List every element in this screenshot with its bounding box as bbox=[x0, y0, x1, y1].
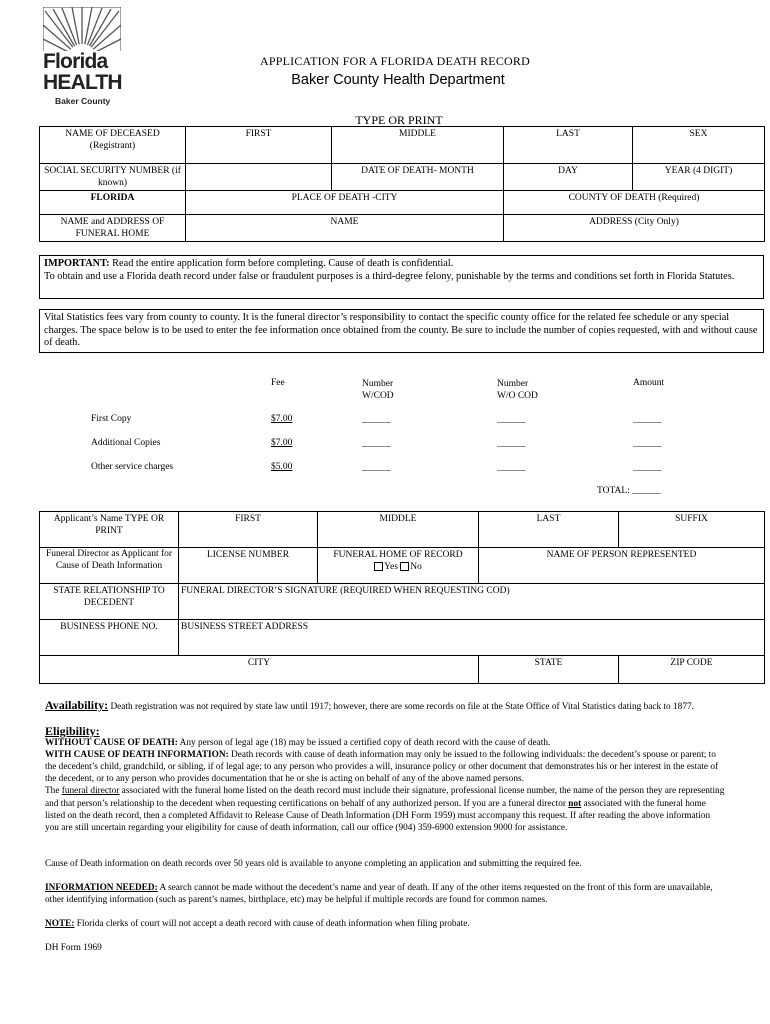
fd-underline: funeral director bbox=[61, 786, 120, 797]
fee-row-cod[interactable]: ______ bbox=[362, 439, 391, 449]
deceased-first[interactable]: FIRST bbox=[186, 127, 332, 164]
date-of-death-day[interactable]: DAY bbox=[504, 164, 633, 191]
zip-field[interactable]: ZIP CODE bbox=[619, 656, 765, 684]
fee-row-wocod[interactable]: ______ bbox=[497, 463, 526, 473]
form-number: DH Form 1969 bbox=[45, 943, 102, 953]
no-label: No bbox=[410, 562, 422, 572]
funeral-home-label: NAME and ADDRESS OF FUNERAL HOME bbox=[40, 215, 186, 242]
fee-row-fee: $7.00 bbox=[271, 438, 293, 448]
type-or-print: TYPE OR PRINT bbox=[355, 113, 443, 127]
funeral-home-of-record bbox=[318, 548, 479, 584]
fee-row-wocod[interactable]: ______ bbox=[497, 439, 526, 449]
fee-row-wocod[interactable]: ______ bbox=[497, 415, 526, 425]
fee-col-header: Fee bbox=[271, 378, 285, 388]
deceased-middle[interactable]: MIDDLE bbox=[332, 127, 504, 164]
state-field[interactable]: STATE bbox=[479, 656, 619, 684]
yes-checkbox[interactable] bbox=[374, 562, 383, 571]
fee-row-cod[interactable]: ______ bbox=[362, 415, 391, 425]
ssn-label[interactable]: SOCIAL SECURITY NUMBER (if known) bbox=[40, 164, 186, 191]
eligibility-heading: Eligibility: bbox=[45, 724, 100, 738]
business-phone[interactable]: BUSINESS PHONE NO. bbox=[40, 620, 179, 656]
person-represented[interactable]: NAME OF PERSON REPRESENTED bbox=[479, 548, 765, 584]
important-label: IMPORTANT: bbox=[44, 258, 110, 269]
fee-row-fee: $5.00 bbox=[271, 462, 293, 472]
fee-row-label: Other service charges bbox=[91, 462, 174, 472]
logo-county: Baker County bbox=[55, 96, 111, 106]
deceased-table bbox=[39, 126, 765, 242]
applicant-table bbox=[39, 511, 765, 684]
without-text: Any person of legal age (18) may be issued a certified copy of death record with the cause of death. bbox=[177, 738, 551, 749]
ssn-field[interactable] bbox=[186, 164, 332, 191]
deceased-last[interactable]: LAST bbox=[504, 127, 633, 164]
fh-record-label: FUNERAL HOME OF RECORD bbox=[333, 550, 463, 560]
fd-pre: The bbox=[45, 786, 62, 797]
logo-health: HEALTH bbox=[43, 71, 122, 94]
city-field[interactable]: CITY bbox=[40, 656, 479, 684]
no-checkbox[interactable] bbox=[400, 562, 409, 571]
fee-row-amount[interactable]: ______ bbox=[633, 439, 662, 449]
license-number[interactable]: LICENSE NUMBER bbox=[179, 548, 318, 584]
county-of-death[interactable]: COUNTY OF DEATH (Required) bbox=[504, 191, 765, 215]
yes-label: Yes bbox=[384, 562, 398, 572]
applicant-suffix[interactable]: SUFFIX bbox=[619, 512, 765, 548]
applicant-middle[interactable]: MIDDLE bbox=[318, 512, 479, 548]
date-of-death-year[interactable]: YEAR (4 DIGIT) bbox=[633, 164, 765, 191]
information-needed bbox=[45, 882, 725, 906]
fee-total[interactable]: TOTAL: ______ bbox=[597, 486, 661, 496]
amount-col-header: Amount bbox=[633, 378, 665, 388]
department-name: Baker County Health Department bbox=[291, 72, 505, 88]
note-heading: NOTE: bbox=[45, 919, 75, 929]
fee-row-amount[interactable]: ______ bbox=[633, 463, 662, 473]
availability-section bbox=[45, 699, 725, 713]
fifty-years-text: Cause of Death information on death records over 50 years old is available to anyone completing an application and submitting the required fee. bbox=[45, 859, 582, 869]
relationship-label[interactable]: STATE RELATIONSHIP TO DECEDENT bbox=[40, 584, 179, 620]
with-heading: WITH CAUSE OF DEATH INFORMATION: bbox=[45, 750, 229, 761]
eligibility-section bbox=[45, 725, 725, 834]
with-text: Death records with cause of death information may only be issued to the following individuals: the decedent’s spouse or parent; to the decedent’s child, grandchild, or sibling, if of legal age; to any person who provides a will, insurance policy or other document that demonstrates his or her interest in the estate of the decedent, or to any person who provides documentation that he or she is acting on behalf of any of the above named persons. bbox=[45, 750, 719, 785]
applicant-first[interactable]: FIRST bbox=[179, 512, 318, 548]
without-heading: WITHOUT CAUSE OF DEATH: bbox=[45, 738, 178, 749]
date-of-death-month[interactable]: DATE OF DEATH- MONTH bbox=[332, 164, 504, 191]
vital-text: Vital Statistics fees vary from county to county. It is the funeral director’s responsibility to contact the specific county office for the related fee schedule or any special charges. The space below is to be used to enter the fee information once obtained from the county. Be sure to include the number of copies requested, with and without cause of death. bbox=[44, 312, 758, 349]
deceased-sex[interactable]: SEX bbox=[633, 127, 765, 164]
availability-text: Death registration was not required by state law until 1917; however, there are some records on file at the State Office of Vital Statistics dating back to 1877. bbox=[108, 702, 694, 712]
funeral-director-label: Funeral Director as Applicant for Cause of Death Information bbox=[40, 548, 179, 584]
fd-signature[interactable]: FUNERAL DIRECTOR’S SIGNATURE (REQUIRED WHEN REQUESTING COD) bbox=[179, 584, 765, 620]
funeral-home-address[interactable]: ADDRESS (City Only) bbox=[504, 215, 765, 242]
form-title: APPLICATION FOR A FLORIDA DEATH RECORD bbox=[260, 54, 530, 68]
fee-row-fee: $7.00 bbox=[271, 414, 293, 424]
fd-mid: associated with the funeral home listed on the death record must include their signature, professional license number, the name of the person they are representing and that person’s relationship to the decedent when requesting certifications on behalf of any authorized person. If you are a funeral director bbox=[45, 786, 725, 809]
deceased-name-label: NAME OF DECEASED (Registrant) bbox=[40, 127, 186, 164]
state-florida: FLORIDA bbox=[40, 191, 186, 215]
fee-row-label: Additional Copies bbox=[91, 438, 161, 448]
funeral-home-name[interactable]: NAME bbox=[186, 215, 504, 242]
fee-row-cod[interactable]: ______ bbox=[362, 463, 391, 473]
applicant-name-label: Applicant’s Name TYPE OR PRINT bbox=[40, 512, 179, 548]
important-line1: Read the entire application form before completing. Cause of death is confidential. bbox=[109, 258, 454, 269]
vital-statistics-notice bbox=[39, 309, 764, 353]
fd-not: not bbox=[568, 798, 582, 809]
logo-florida: Florida bbox=[43, 50, 108, 73]
fee-row-amount[interactable]: ______ bbox=[633, 415, 662, 425]
needed-text: A search cannot be made without the decedent’s name and year of death. If any of the other items requested on the front of this form are unavailable, other identifying information (such as parent’s names, birthplace, etc) may be helpful if multiple records are found for common names. bbox=[45, 883, 713, 906]
cod-col-header: Number W/COD bbox=[362, 379, 394, 401]
fee-row-label: First Copy bbox=[91, 414, 132, 424]
place-of-death-city[interactable]: PLACE OF DEATH -CITY bbox=[186, 191, 504, 215]
note-section bbox=[45, 918, 725, 930]
important-line2: To obtain and use a Florida death record under false or fraudulent purposes is a third-degree felony, punishable by the terms and conditions set forth in Florida Statutes. bbox=[44, 270, 735, 282]
note-text: Florida clerks of court will not accept a death record with cause of death information when filing probate. bbox=[74, 919, 470, 929]
important-notice bbox=[39, 255, 764, 299]
fd-post: associated with the funeral home listed on the death record, then a completed Affidavit to Release Cause of Death Information (DH Form 1959) must accompany this request. If after reading the above information you are still uncertain regarding your eligibility for cause of death information, call our office (904) 359-6900 extension 9000 for assistance. bbox=[45, 798, 711, 833]
availability-heading: Availability: bbox=[45, 698, 109, 712]
wocod-col-header: Number W/O COD bbox=[497, 379, 538, 401]
business-street[interactable]: BUSINESS STREET ADDRESS bbox=[179, 620, 765, 656]
applicant-last[interactable]: LAST bbox=[479, 512, 619, 548]
needed-heading: INFORMATION NEEDED: bbox=[45, 883, 158, 893]
